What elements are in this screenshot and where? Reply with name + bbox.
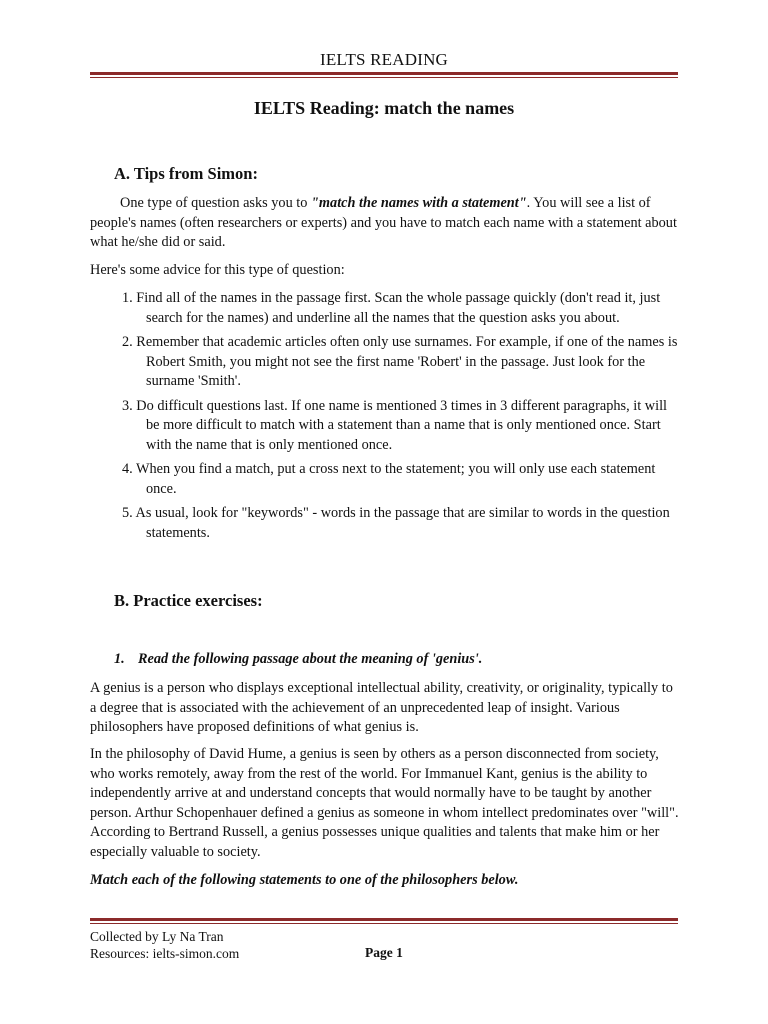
footer-collected: Collected by Ly Na Tran (90, 929, 224, 944)
intro-paragraph (90, 194, 680, 253)
document-title: IELTS Reading: match the names (253, 98, 515, 118)
page-number: Page 1 (365, 945, 403, 960)
passage-paragraph-2: In the philosophy of David Hume, a genius is seen by others as a person disconnected from society, who works remotely, away from the rest of the world. For Immanuel Kant, genius is the ability to independently arrive at and understand concepts that would normally have to be taught by another person. Arthur Schopenhauer defined a genius as someone in whom intellect predominates over "will". According to Bertrand Russell, a genius possesses unique qualities and talents that make him or her especially valuable to society. (90, 746, 679, 860)
section-a-heading: A. Tips from Simon: (114, 164, 258, 183)
tip-item: 3. Do difficult questions last. If one name is mentioned 3 times in 3 different paragraphs, it will be more difficult to match with a statement than a name that is only mentioned once. Start with the name that is only mentioned once. (122, 397, 668, 453)
tip-item: 1. Find all of the names in the passage first. Scan the whole passage quickly (don't read it, just search for the names) and underline all the names that the question asks you about. (122, 290, 661, 326)
exercise-title: Read the following passage about the meaning of 'genius'. (138, 651, 483, 667)
header-rule (90, 72, 678, 78)
tip-item: 5. As usual, look for "keywords" - words in the passage that are similar to words in the question statements. (122, 505, 670, 541)
intro-text-post: . You will see a list of people's names (often researchers or experts) and you have to match each name with a statement about what he/she did or said. (90, 195, 677, 250)
tip-item: 2. Remember that academic articles often only use surnames. For example, if one of the names is Robert Smith, you might not see the first name 'Robert' in the passage. Just look for the surname 'Smith'. (122, 334, 678, 389)
match-instruction: Match each of the following statements to one of the philosophers below. (90, 872, 519, 888)
section-b-heading: B. Practice exercises: (114, 591, 263, 610)
footer-rule (90, 918, 678, 924)
intro-emphasis: "match the names with a statement" (311, 195, 527, 211)
exercise-heading (114, 651, 482, 668)
tip-item: 4. When you find a match, put a cross next to the statement; you will only use each statement once. (122, 461, 656, 497)
tips-list (122, 289, 682, 548)
footer-resources: Resources: ielts-simon.com (90, 946, 240, 961)
header-title: IELTS READING (319, 50, 449, 69)
intro-text-pre: One type of question asks you to (120, 195, 311, 211)
exercise-number: 1. (114, 651, 125, 667)
passage-paragraph-1: A genius is a person who displays exceptional intellectual ability, creativity, or originality, typically to a degree that is associated with the achievement of an unprecedented leap of insight. Various philosophers have proposed definitions of what genius is. (90, 680, 673, 735)
advice-intro: Here's some advice for this type of question: (90, 262, 345, 278)
